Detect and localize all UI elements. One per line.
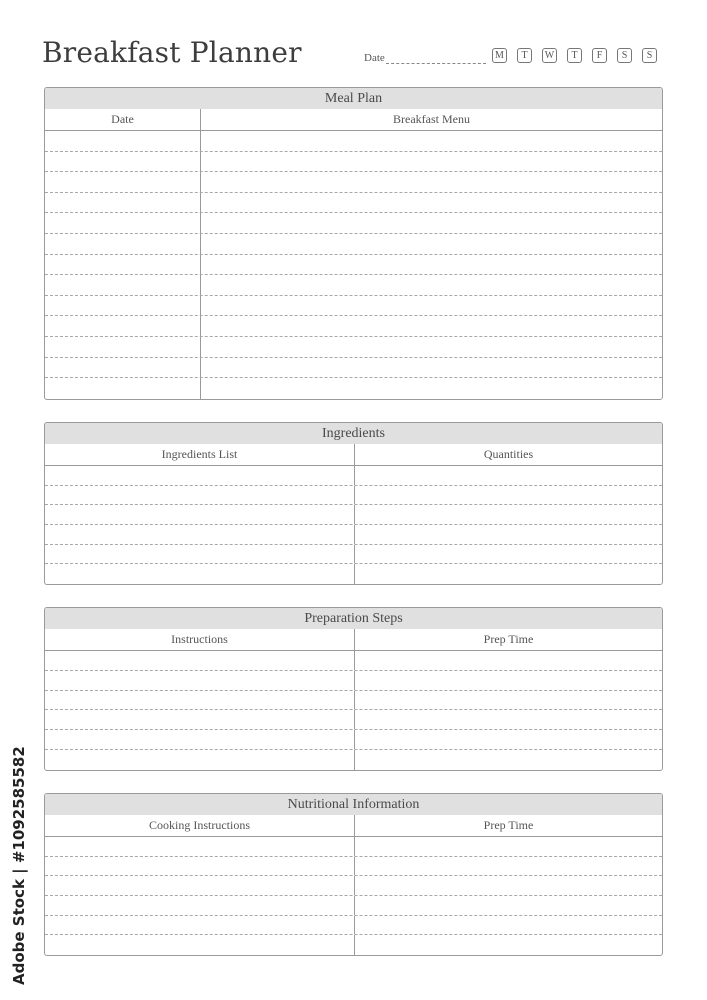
- meal-plan-section: [44, 87, 663, 400]
- preparation-rows: [45, 651, 662, 770]
- writable-cell[interactable]: [200, 255, 662, 275]
- writable-cell[interactable]: [45, 275, 200, 295]
- writable-cell[interactable]: [200, 378, 662, 399]
- table-row: [45, 486, 662, 506]
- writable-cell[interactable]: [200, 172, 662, 192]
- writable-cell[interactable]: [354, 876, 662, 895]
- writable-cell[interactable]: [354, 730, 662, 749]
- writable-cell[interactable]: [45, 337, 200, 357]
- writable-cell[interactable]: [45, 255, 200, 275]
- writable-cell[interactable]: [45, 131, 200, 151]
- writable-cell[interactable]: [354, 916, 662, 935]
- writable-cell[interactable]: [354, 525, 662, 544]
- writable-cell[interactable]: [45, 545, 354, 564]
- writable-cell[interactable]: [45, 750, 354, 770]
- writable-cell[interactable]: [45, 564, 354, 584]
- weekday-box-fri[interactable]: F: [592, 48, 607, 63]
- weekday-box-wed[interactable]: W: [542, 48, 557, 63]
- table-row: [45, 193, 662, 214]
- date-label: Date: [364, 52, 385, 64]
- writable-cell[interactable]: [200, 193, 662, 213]
- table-row: [45, 358, 662, 379]
- column-header-prep-time: Prep Time: [354, 815, 662, 836]
- column-header-breakfast-menu: Breakfast Menu: [200, 109, 662, 130]
- ingredients-section: [44, 422, 663, 585]
- writable-cell[interactable]: [45, 525, 354, 544]
- table-row: [45, 337, 662, 358]
- writable-cell[interactable]: [45, 378, 200, 399]
- writable-cell[interactable]: [200, 213, 662, 233]
- writable-cell[interactable]: [354, 857, 662, 876]
- preparation-title: Preparation Steps: [45, 608, 662, 629]
- writable-cell[interactable]: [354, 671, 662, 690]
- writable-cell[interactable]: [45, 316, 200, 336]
- ingredients-title: Ingredients: [45, 423, 662, 444]
- column-header-quantities: Quantities: [354, 444, 662, 465]
- writable-cell[interactable]: [354, 710, 662, 729]
- meal-plan-rows: [45, 131, 662, 399]
- table-row: [45, 275, 662, 296]
- table-row: [45, 691, 662, 711]
- writable-cell[interactable]: [45, 193, 200, 213]
- column-header-prep-time: Prep Time: [354, 629, 662, 650]
- writable-cell[interactable]: [45, 691, 354, 710]
- column-header-instructions: Instructions: [171, 632, 228, 646]
- writable-cell[interactable]: [45, 935, 354, 955]
- nutrition-rows: [45, 837, 662, 955]
- writable-cell[interactable]: [200, 358, 662, 378]
- writable-cell[interactable]: [354, 545, 662, 564]
- writable-cell[interactable]: [200, 275, 662, 295]
- table-row: [45, 651, 662, 671]
- table-row: [45, 857, 662, 877]
- page-title: Breakfast Planner: [42, 36, 302, 69]
- writable-cell[interactable]: [45, 213, 200, 233]
- table-row: [45, 131, 662, 152]
- nutrition-column-headers: [45, 815, 662, 837]
- table-row: [45, 876, 662, 896]
- column-header-ingredients-list: Ingredients List: [161, 447, 238, 461]
- column-header-date: Date: [111, 112, 134, 126]
- date-field[interactable]: [364, 52, 486, 64]
- table-row: [45, 837, 662, 857]
- writable-cell[interactable]: [45, 896, 354, 915]
- writable-cell[interactable]: [45, 486, 354, 505]
- writable-cell[interactable]: [354, 837, 662, 856]
- weekday-box-thu[interactable]: T: [567, 48, 582, 63]
- weekday-box-sat[interactable]: S: [617, 48, 632, 63]
- meal-plan-title: Meal Plan: [45, 88, 662, 109]
- nutrition-title: Nutritional Information: [45, 794, 662, 815]
- writable-cell[interactable]: [45, 837, 354, 856]
- writable-cell[interactable]: [45, 916, 354, 935]
- table-row: [45, 505, 662, 525]
- date-input-line[interactable]: [386, 54, 486, 64]
- writable-cell[interactable]: [45, 671, 354, 690]
- writable-cell[interactable]: [45, 152, 200, 172]
- table-row: [45, 316, 662, 337]
- writable-cell[interactable]: [45, 358, 200, 378]
- ingredients-column-headers: [45, 444, 662, 466]
- writable-cell[interactable]: [45, 505, 354, 524]
- writable-cell[interactable]: [200, 152, 662, 172]
- stock-watermark-label: Adobe Stock | #1092585582: [10, 746, 28, 985]
- writable-cell[interactable]: [354, 896, 662, 915]
- writable-cell[interactable]: [354, 750, 662, 770]
- preparation-column-headers: [45, 629, 662, 651]
- writable-cell[interactable]: [200, 234, 662, 254]
- writable-cell[interactable]: [45, 234, 200, 254]
- writable-cell[interactable]: [354, 466, 662, 485]
- table-row: [45, 730, 662, 750]
- nutrition-section: [44, 793, 663, 956]
- column-header-cooking-instructions: Cooking Instructions: [149, 818, 250, 832]
- writable-cell[interactable]: [354, 564, 662, 584]
- table-row: [45, 466, 662, 486]
- writable-cell[interactable]: [200, 337, 662, 357]
- weekday-box-mon[interactable]: M: [492, 48, 507, 63]
- table-row: [45, 152, 662, 173]
- ingredients-rows: [45, 466, 662, 584]
- table-row: [45, 255, 662, 276]
- writable-cell[interactable]: [45, 466, 354, 485]
- writable-cell[interactable]: [45, 296, 200, 316]
- writable-cell[interactable]: [354, 691, 662, 710]
- preparation-section: [44, 607, 663, 771]
- weekday-box-sun[interactable]: S: [642, 48, 657, 63]
- weekday-selector: [492, 48, 657, 63]
- meal-plan-column-headers: [45, 109, 662, 131]
- writable-cell[interactable]: [45, 651, 354, 670]
- writable-cell[interactable]: [45, 730, 354, 749]
- writable-cell[interactable]: [45, 876, 354, 895]
- table-row: [45, 525, 662, 545]
- table-row: [45, 710, 662, 730]
- table-row: [45, 378, 662, 399]
- writable-cell[interactable]: [354, 486, 662, 505]
- writable-cell[interactable]: [45, 857, 354, 876]
- writable-cell[interactable]: [354, 651, 662, 670]
- table-row: [45, 935, 662, 955]
- table-row: [45, 296, 662, 317]
- writable-cell[interactable]: [200, 296, 662, 316]
- table-row: [45, 545, 662, 565]
- table-row: [45, 564, 662, 584]
- writable-cell[interactable]: [354, 935, 662, 955]
- writable-cell[interactable]: [45, 172, 200, 192]
- writable-cell[interactable]: [200, 131, 662, 151]
- writable-cell[interactable]: [45, 710, 354, 729]
- table-row: [45, 671, 662, 691]
- table-row: [45, 234, 662, 255]
- table-row: [45, 172, 662, 193]
- table-row: [45, 750, 662, 770]
- writable-cell[interactable]: [200, 316, 662, 336]
- weekday-box-tue[interactable]: T: [517, 48, 532, 63]
- table-row: [45, 916, 662, 936]
- table-row: [45, 213, 662, 234]
- writable-cell[interactable]: [354, 505, 662, 524]
- table-row: [45, 896, 662, 916]
